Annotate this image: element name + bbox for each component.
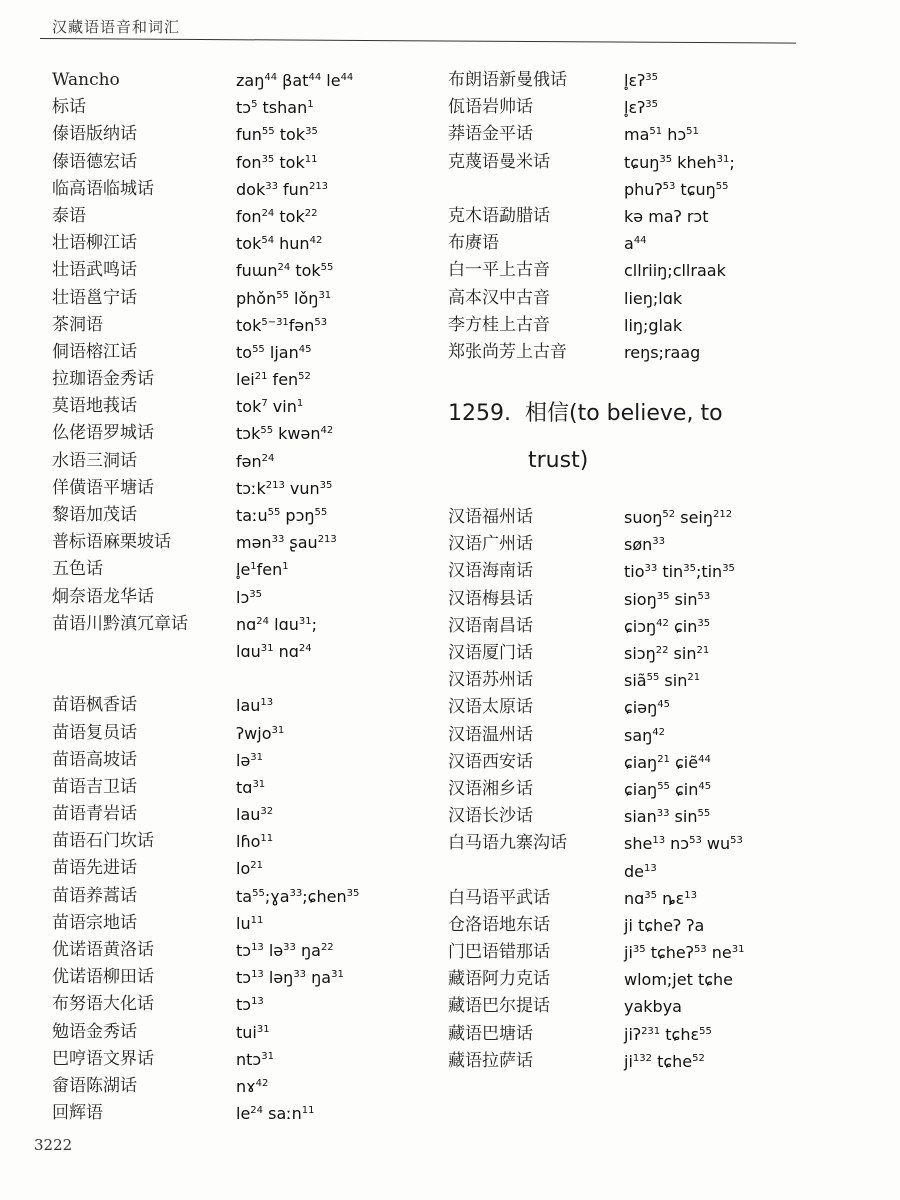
phonetic-form: wlom;jet tɕhe (624, 970, 733, 990)
phonetic-form: fon$^{35}$ tok$^{11}$ (236, 152, 318, 172)
phonetic-form: lieŋ;lɑk (624, 288, 683, 308)
language-name: 汉语长沙话 (448, 806, 533, 827)
language-name: 巴哼语文界话 (52, 1048, 154, 1069)
language-name: 黎语加茂话 (52, 505, 137, 525)
entry-row (52, 855, 432, 882)
section-heading (448, 396, 888, 504)
entry-row (52, 475, 432, 502)
phonetic-form: cllriiŋ;cllraak (624, 261, 726, 281)
language-name: 高本汉中古音 (448, 287, 550, 308)
language-name: 苗语枫香话 (52, 695, 137, 716)
phonetic-form: dok$^{33}$ fun$^{213}$ (236, 179, 329, 199)
entry-row (52, 801, 432, 828)
entry-row (448, 613, 888, 640)
entry-row (448, 257, 888, 284)
entry-row (52, 964, 432, 991)
language-name: 苗语石门坎话 (52, 831, 154, 852)
language-name: 苗语青岩话 (52, 804, 137, 825)
phonetic-form: kə maʔ rɔt (624, 206, 709, 226)
language-name: 标话 (52, 97, 86, 118)
phonetic-form: ntɔ$^{31}$ (236, 1049, 274, 1069)
language-name: 勉语金秀话 (52, 1021, 137, 1042)
language-name: 白一平上古音 (448, 260, 550, 281)
entry-row (52, 176, 432, 203)
section-title-line1: 相信(to believe, to (524, 401, 723, 427)
right-entries-bottom (448, 504, 888, 1075)
phonetic-form: nɑ$^{35}$ ȵɛ$^{13}$ (624, 888, 697, 908)
language-name: 茶洞语 (52, 314, 103, 335)
right-entries-top (448, 67, 888, 366)
entry-row (52, 692, 432, 719)
language-name: 汉语湘乡话 (448, 778, 533, 799)
phonetic-form: tui$^{31}$ (236, 1022, 270, 1042)
phonetic-form: l̥ɛʔ$^{35}$ (624, 98, 658, 118)
language-name: 汉语苏州话 (448, 670, 533, 691)
phonetic-form: tok$^{54}$ hun$^{42}$ (236, 234, 323, 254)
phonetic-form: fən$^{24}$ (236, 451, 275, 471)
phonetic-form: sioŋ$^{35}$ $\sin^{53}$ (624, 589, 711, 609)
entry-row (448, 885, 888, 912)
left-column (52, 67, 432, 1127)
language-name: 临高语临城话 (52, 178, 154, 199)
entry-row (448, 67, 888, 94)
entry-row (52, 203, 432, 230)
phonetic-form: tɕuŋ$^{35}$ kheh$^{31}$; (624, 152, 735, 172)
entry-row (52, 774, 432, 801)
language-name: 回辉语 (52, 1103, 103, 1124)
phonetic-form: sian$^{33}$ $\sin^{55}$ (624, 807, 711, 827)
phonetic-form: fon$^{24}$ tok$^{22}$ (236, 206, 318, 226)
entry-row (52, 420, 432, 447)
entry-row (52, 448, 432, 475)
entry-row (448, 149, 888, 176)
entry-row (52, 1019, 432, 1046)
entry-row (52, 67, 432, 94)
language-name: 郑张尚芳上古音 (448, 341, 567, 362)
phonetic-form: $l̥e^1fen^1$ (236, 560, 289, 580)
entry-row (448, 339, 888, 366)
phonetic-form: siã$^{55}$ $\sin^{21}$ (624, 671, 701, 691)
phonetic-form: ʔwjo$^{31}$ (236, 723, 285, 743)
phonetic-form: suoŋ$^{52}$ seiŋ$^{212}$ (624, 508, 733, 528)
language-name: 五色话 (52, 559, 103, 580)
language-name: 侗语榕江话 (52, 341, 137, 362)
phonetic-form: she$^{13}$ nɔ$^{53}$ $wu^{53}$ (624, 834, 743, 854)
language-name: 壮语武鸣话 (52, 260, 137, 281)
phonetic-form: phǒn$^{55}$ lǒŋ$^{31}$ (236, 288, 332, 308)
phonetic-form: fuɯn$^{24}$ tok$^{55}$ (236, 261, 334, 281)
entry-row (52, 584, 432, 611)
phonetic-form: taːu$^{55}$ pɔŋ$^{55}$ (236, 506, 328, 525)
entry-row (52, 502, 432, 529)
entry-row (448, 640, 888, 667)
phonetic-form: liŋ;glak (624, 315, 683, 335)
language-name: 苗语吉卫话 (52, 776, 137, 797)
language-name: 藏语阿力克话 (448, 969, 550, 990)
phonetic-form: tɔːk$^{213}$ vun$^{35}$ (236, 478, 333, 498)
entry-row (52, 1046, 432, 1073)
entry-row (52, 312, 432, 339)
phonetic-form: $ta^{55};ɣa^{33};ɕhen^{35}$ (236, 886, 360, 906)
entry-row (448, 1021, 888, 1048)
entry-row (52, 149, 432, 176)
entry-row (52, 720, 432, 747)
entry-row (52, 828, 432, 855)
section-number: 1259. (448, 401, 511, 427)
entry-row (52, 94, 432, 121)
language-name: 苗语川黔滇冗章话 (52, 613, 188, 634)
phonetic-form: $ji^{35}$ tɕheʔ$^{53}$ $ne^{31}$ (624, 943, 745, 963)
phonetic-form: tok$^7$ vin$^1$ (236, 397, 304, 417)
phonetic-form: tok$^{5-31}$fən$^{53}$ (236, 315, 328, 335)
language-name: 门巴语错那话 (448, 942, 550, 963)
language-name: Wancho (52, 70, 120, 90)
language-name: 佯僙语平塘话 (52, 477, 154, 498)
language-name: 苗语复员话 (52, 722, 137, 743)
entry-row (448, 531, 888, 558)
language-name: 苗语宗地话 (52, 912, 137, 933)
phonetic-form: lau$^{32}$ (236, 805, 274, 825)
language-name: 汉语西安话 (448, 751, 533, 772)
phonetic-form: mən$^{33}$ ʂau$^{213}$ (236, 533, 337, 553)
phonetic-form: $lo^{21}$ (236, 859, 263, 879)
phonetic-form: nɑ$^{24}$ lɑu$^{31}$; (236, 614, 317, 634)
phonetic-form: siɔŋ$^{22}$ $\sin^{21}$ (624, 644, 710, 663)
entry-row (448, 121, 888, 148)
entry-row (448, 285, 888, 312)
phonetic-form: lɔ$^{35}$ (236, 587, 262, 607)
phonetic-form: lau$^{13}$ (236, 696, 274, 716)
entry-row (448, 749, 888, 776)
entry-row (448, 993, 888, 1020)
phonetic-form: ɕiaŋ$^{55}$ ɕin$^{45}$ (624, 779, 712, 799)
phonetic-form: $le^{24}$ saːn$^{11}$ (236, 1104, 315, 1124)
phonetic-form: søn$^{33}$ (624, 535, 665, 555)
entry-row (52, 910, 432, 937)
entry-row (448, 694, 888, 721)
entry-row (448, 230, 888, 257)
phonetic-form: ɕiaŋ$^{21}$ ɕiẽ$^{44}$ (624, 752, 711, 772)
language-name: 汉语厦门话 (448, 643, 533, 663)
entry-row (448, 966, 888, 993)
entry-row (52, 991, 432, 1018)
language-name: 白马语平武话 (448, 887, 550, 908)
phonetic-form: tɔ$^{13}$ (236, 995, 264, 1015)
entry-row (52, 665, 432, 692)
phonetic-form: phuʔ$^{53}$ tɕuŋ$^{55}$ (624, 179, 729, 199)
language-name: 畲语陈湖话 (52, 1075, 137, 1096)
entry-row (52, 611, 432, 638)
entry-row (448, 203, 888, 230)
phonetic-form: nɤ$^{42}$ (236, 1076, 269, 1096)
phonetic-form: $to^{55}$ ljan$^{45}$ (236, 342, 312, 362)
language-name: 优诺语黄洛话 (52, 940, 154, 960)
phonetic-form: yakbya (624, 997, 682, 1017)
language-name: 藏语拉萨话 (448, 1050, 533, 1071)
language-name: 李方桂上古音 (448, 314, 550, 335)
language-name: 莫语地莪话 (52, 396, 137, 417)
language-name: 藏语巴塘话 (448, 1023, 533, 1044)
language-name: 汉语海南话 (448, 561, 533, 582)
phonetic-form: zaŋ$^{44}$ βat$^{44}$ $le^{44}$ (236, 71, 354, 90)
phonetic-form: tɔ$^5$ tshan$^1$ (236, 98, 314, 118)
language-name: 布朗语新曼俄话 (448, 70, 567, 90)
phonetic-form: lɦo$^{11}$ (236, 832, 274, 852)
language-name: 拉珈语金秀话 (52, 369, 154, 390)
language-name: 傣语版纳话 (52, 124, 137, 145)
language-name: 藏语巴尔提话 (448, 996, 550, 1017)
entry-row (448, 912, 888, 939)
phonetic-form: tɑ$^{31}$ (236, 777, 266, 797)
phonetic-form: $lu^{11}$ (236, 913, 264, 933)
phonetic-form: lɑu$^{31}$ nɑ$^{24}$ (236, 641, 312, 661)
entry-row (52, 285, 432, 312)
entry-row (52, 366, 432, 393)
language-name: 傣语德宏话 (52, 151, 137, 172)
right-column (448, 67, 888, 1075)
language-name: 仫佬语罗城话 (52, 423, 154, 444)
phonetic-form: $a^{44}$ (624, 234, 647, 254)
entry-row (448, 939, 888, 966)
entry-row (448, 803, 888, 830)
section-title-line2: trust) (528, 448, 589, 474)
phonetic-form: lə$^{31}$ (236, 750, 264, 770)
entry-row (52, 393, 432, 420)
section-heading-line1 (448, 396, 723, 427)
phonetic-form: tɔ$^{13}$ ləŋ$^{33}$ $ŋa^{31}$ (236, 968, 344, 988)
phonetic-form: jiʔ$^{231}$ tɕhɛ$^{55}$ (624, 1024, 712, 1044)
language-name: 克蔑语曼米话 (448, 151, 550, 172)
phonetic-form: l̥ɛʔ$^{35}$ (624, 71, 658, 90)
phonetic-form: lei$^{21}$ fen$^{52}$ (236, 370, 311, 390)
language-name: 仓洛语地东话 (448, 914, 550, 935)
language-name: 汉语梅县话 (448, 588, 533, 609)
phonetic-form: saŋ$^{42}$ (624, 725, 666, 745)
language-name: 苗语养蒿话 (52, 885, 137, 906)
language-name: 汉语温州话 (448, 724, 533, 745)
language-name: 布赓语 (448, 233, 499, 254)
entry-row (52, 556, 432, 583)
phonetic-form: $ma^{51}$ hɔ$^{51}$ (624, 125, 699, 145)
entry-row (448, 1048, 888, 1075)
phonetic-form: tɔ$^{13}$ lə$^{33}$ $ŋa^{22}$ (236, 941, 334, 960)
phonetic-form: reŋs;raag (624, 342, 701, 362)
phonetic-form: fun$^{55}$ tok$^{35}$ (236, 125, 318, 145)
entry-row (448, 667, 888, 694)
entry-row (52, 747, 432, 774)
phonetic-form: tɔk$^{55}$ kwən$^{42}$ (236, 424, 334, 444)
language-name: 水语三洞话 (52, 450, 137, 471)
entry-row (52, 937, 432, 964)
language-name: 壮语柳江话 (52, 233, 137, 254)
entry-row (52, 883, 432, 910)
phonetic-form: $ji^{132}$ tɕhe$^{52}$ (624, 1051, 705, 1071)
entry-row (52, 529, 432, 556)
phonetic-form: ji tɕheʔ ʔa (624, 915, 705, 935)
entry-row (52, 121, 432, 148)
entry-row (52, 1100, 432, 1127)
language-name: 壮语邕宁话 (52, 287, 137, 308)
language-name: 普标语麻栗坡话 (52, 532, 171, 553)
phonetic-form: $de^{13}$ (624, 861, 657, 881)
running-head: 汉藏语语音和词汇 (52, 18, 181, 36)
language-name: 布努语大化话 (52, 994, 154, 1015)
entry-row (52, 257, 432, 284)
phonetic-form: ɕiəŋ$^{45}$ (624, 698, 670, 718)
entry-row (448, 776, 888, 803)
language-name: 汉语南昌话 (448, 615, 533, 636)
entry-row (448, 858, 888, 885)
entry-row (448, 558, 888, 585)
entry-row (448, 176, 888, 203)
entry-row (448, 830, 888, 857)
language-name: 泰语 (52, 205, 86, 226)
language-name: 克木语勐腊话 (448, 205, 550, 226)
entry-row (448, 94, 888, 121)
language-name: 莽语金平话 (448, 124, 533, 145)
header-rule (40, 38, 796, 44)
page-number: 3222 (34, 1136, 73, 1154)
entry-row (52, 230, 432, 257)
language-name: 汉语福州话 (448, 507, 533, 528)
entry-row (52, 1073, 432, 1100)
phonetic-form: tio$^{33}$ tin$^{35}$;tin$^{35}$ (624, 562, 735, 582)
entry-row (52, 638, 432, 665)
language-name: 苗语高坡话 (52, 749, 137, 770)
entry-row (52, 339, 432, 366)
language-name: 佤语岩帅话 (448, 97, 533, 118)
entry-row (448, 722, 888, 749)
entry-row (448, 312, 888, 339)
language-name: 优诺语柳田话 (52, 967, 154, 988)
language-name: 汉语广州话 (448, 534, 533, 555)
entry-row (448, 504, 888, 531)
phonetic-form: ɕiɔŋ$^{42}$ ɕin$^{35}$ (624, 616, 711, 636)
entry-row (448, 586, 888, 613)
language-name: 炯奈语龙华话 (52, 586, 154, 607)
language-name: 白马语九寨沟话 (448, 833, 567, 854)
language-name: 苗语先进话 (52, 858, 137, 879)
language-name: 汉语太原话 (448, 697, 533, 718)
